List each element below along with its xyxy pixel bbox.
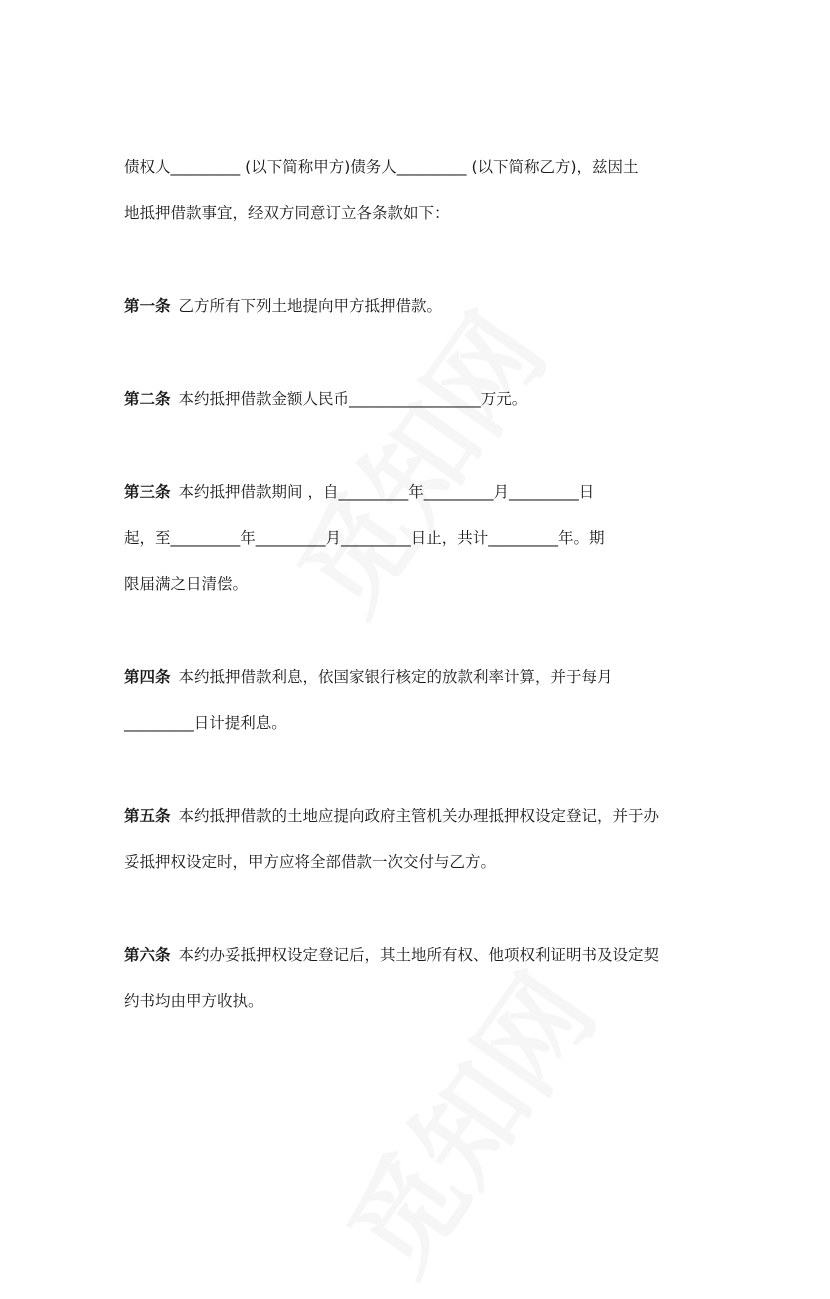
clause-heading: 第二条 [124, 389, 171, 408]
text-line [124, 839, 724, 885]
clause-heading: 第四条 [124, 667, 171, 686]
clause-heading: 第三条 [124, 482, 171, 501]
clause-text: 债权人_________ (以下简称甲方)债务人_________ (以下简称乙方)，兹因土 [124, 158, 639, 176]
clause-paragraph [124, 376, 724, 422]
text-line [124, 190, 724, 236]
clause-paragraph [124, 793, 724, 885]
clause-text: 约书均由甲方收执。 [124, 992, 264, 1010]
text-line [124, 144, 724, 190]
document-body [124, 144, 724, 1071]
clause-text: 本约抵押借款利息，依国家银行核定的放款利率计算，并于每月 [178, 668, 613, 686]
text-line [124, 932, 724, 978]
clause-text: 本约办妥抵押权设定登记后，其土地所有权、他项权利证明书及设定契 [178, 946, 660, 964]
text-line [124, 469, 724, 515]
clause-paragraph [124, 932, 724, 1024]
clause-text: 地抵押借款事宜，经双方同意订立各条款如下： [124, 204, 450, 222]
text-line [124, 515, 724, 561]
clause-text: 妥抵押权设定时，甲方应将全部借款一次交付与乙方。 [124, 853, 497, 871]
clause-paragraph [124, 283, 724, 329]
text-line [124, 654, 724, 700]
clause-paragraph [124, 654, 724, 746]
clause-text: 本约抵押借款金额人民币_________________万元。 [178, 390, 528, 408]
clause-text: _________日计提利息。 [124, 714, 287, 732]
clause-paragraph [124, 469, 724, 607]
preamble-paragraph [124, 144, 724, 236]
text-line [124, 978, 724, 1024]
text-line [124, 376, 724, 422]
clause-heading: 第五条 [124, 806, 171, 825]
text-line [124, 283, 724, 329]
clause-text: 本约抵押借款的土地应提向政府主管机关办理抵押权设定登记，并于办 [178, 807, 660, 825]
clause-heading: 第一条 [124, 296, 171, 315]
text-line [124, 561, 724, 607]
clause-text: 乙方所有下列土地提向甲方抵押借款。 [178, 297, 443, 315]
clause-text: 限届满之日清偿。 [124, 575, 249, 593]
clause-heading: 第六条 [124, 945, 171, 964]
clause-text: 本约抵押借款期间 ，自_________年_________月_________日 [178, 483, 595, 501]
text-line [124, 700, 724, 746]
text-line [124, 793, 724, 839]
clause-text: 起，至_________年_________月_________日止，共计_________年。期 [124, 529, 605, 547]
